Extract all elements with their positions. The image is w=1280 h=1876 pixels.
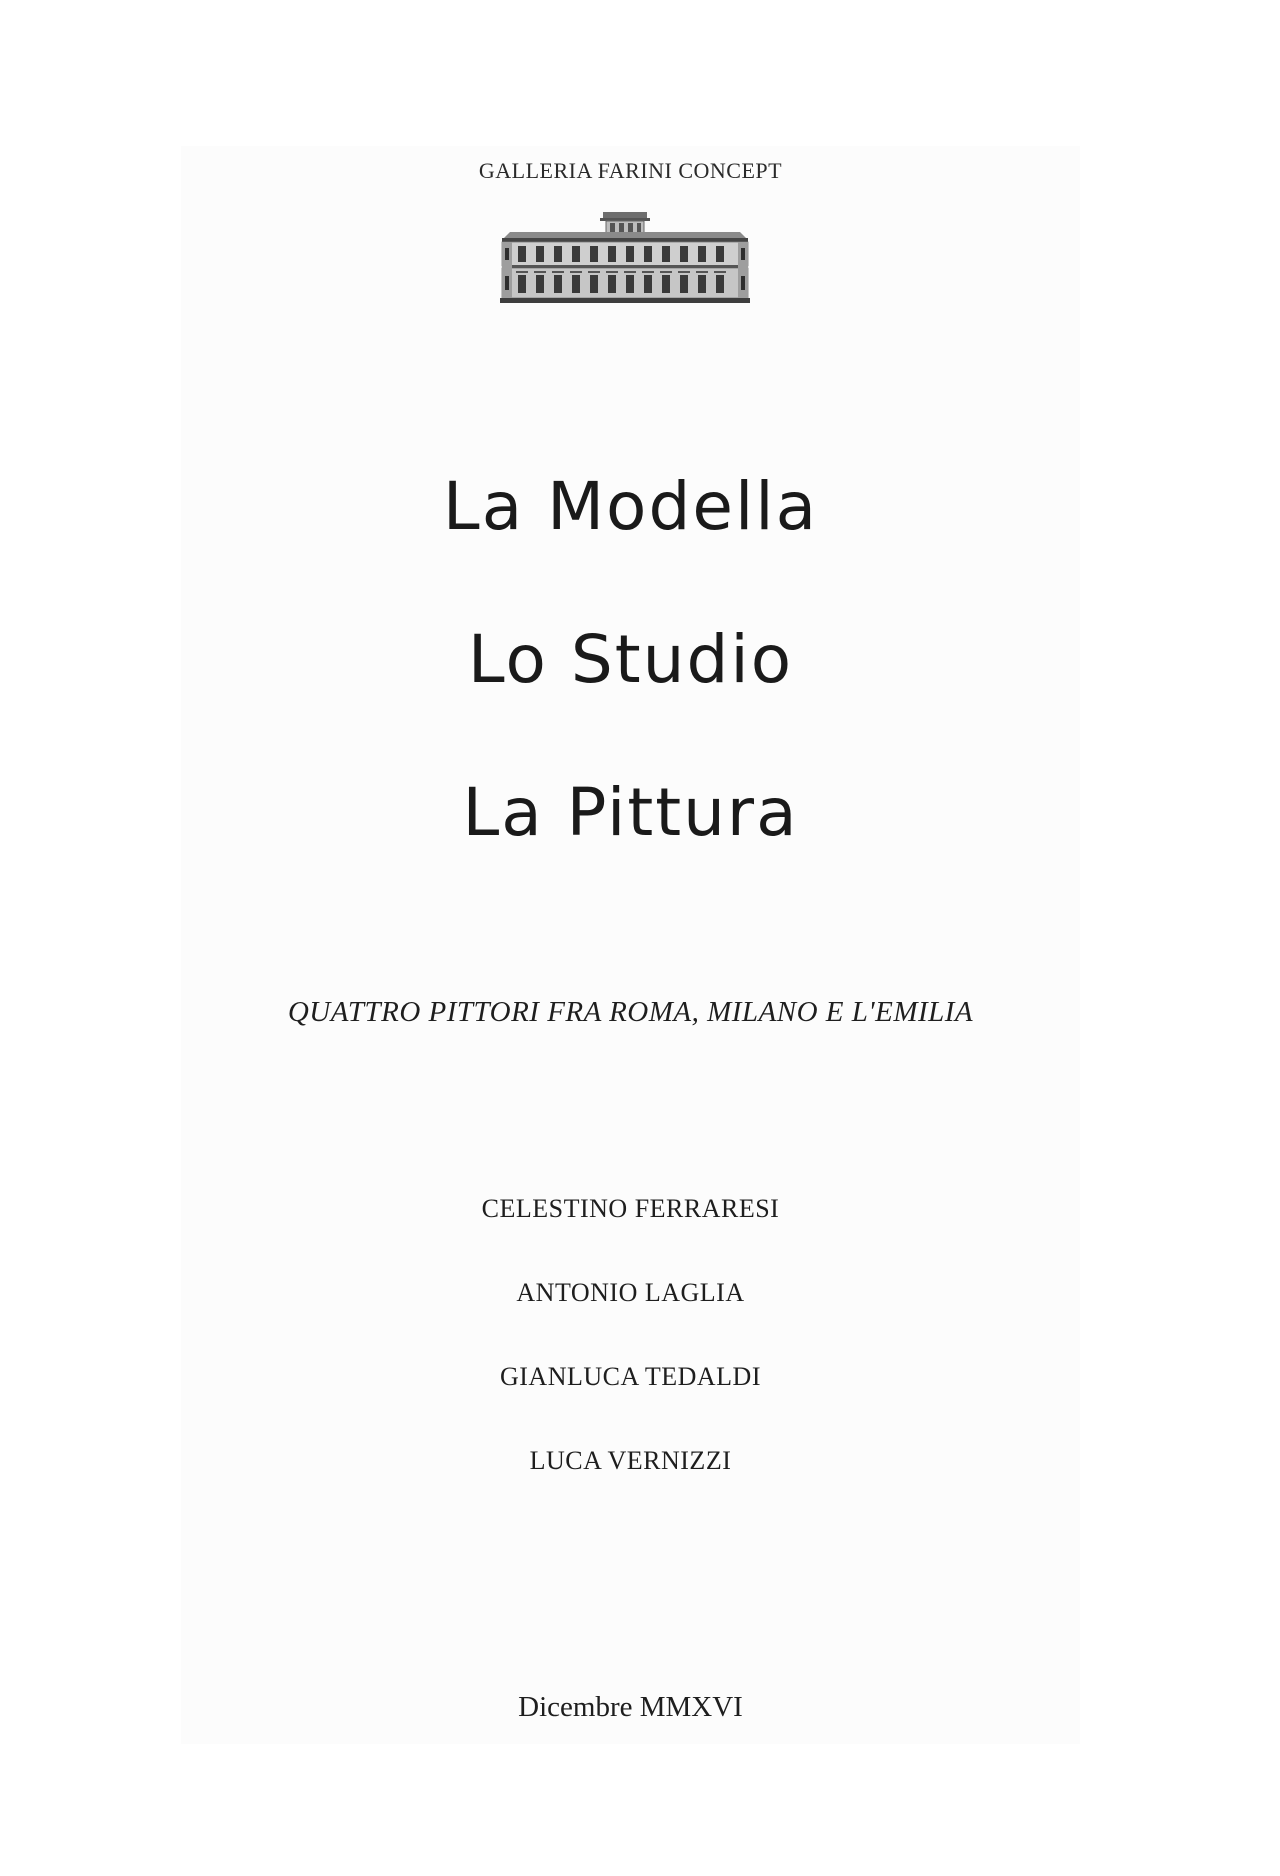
cover-page bbox=[181, 146, 1080, 1744]
artist-name: ANTONIO LAGLIA bbox=[516, 1278, 745, 1307]
subtitle: QUATTRO PITTORI FRA ROMA, MILANO E L'EMILIA bbox=[287, 996, 974, 1028]
exhibition-date: Dicembre MMXVI bbox=[518, 1691, 743, 1723]
artist-name: GIANLUCA TEDALDI bbox=[500, 1362, 761, 1391]
gallery-name: GALLERIA FARINI CONCEPT bbox=[478, 158, 783, 183]
title-line-3: La Pittura bbox=[462, 774, 799, 851]
artist-name: CELESTINO FERRARESI bbox=[481, 1194, 780, 1223]
artist-name: LUCA VERNIZZI bbox=[529, 1446, 732, 1475]
artist-list bbox=[181, 1194, 1080, 1530]
palazzo-building-icon bbox=[500, 208, 750, 306]
title-line-2: Lo Studio bbox=[467, 621, 794, 698]
title-line-1: La Modella bbox=[442, 468, 819, 545]
